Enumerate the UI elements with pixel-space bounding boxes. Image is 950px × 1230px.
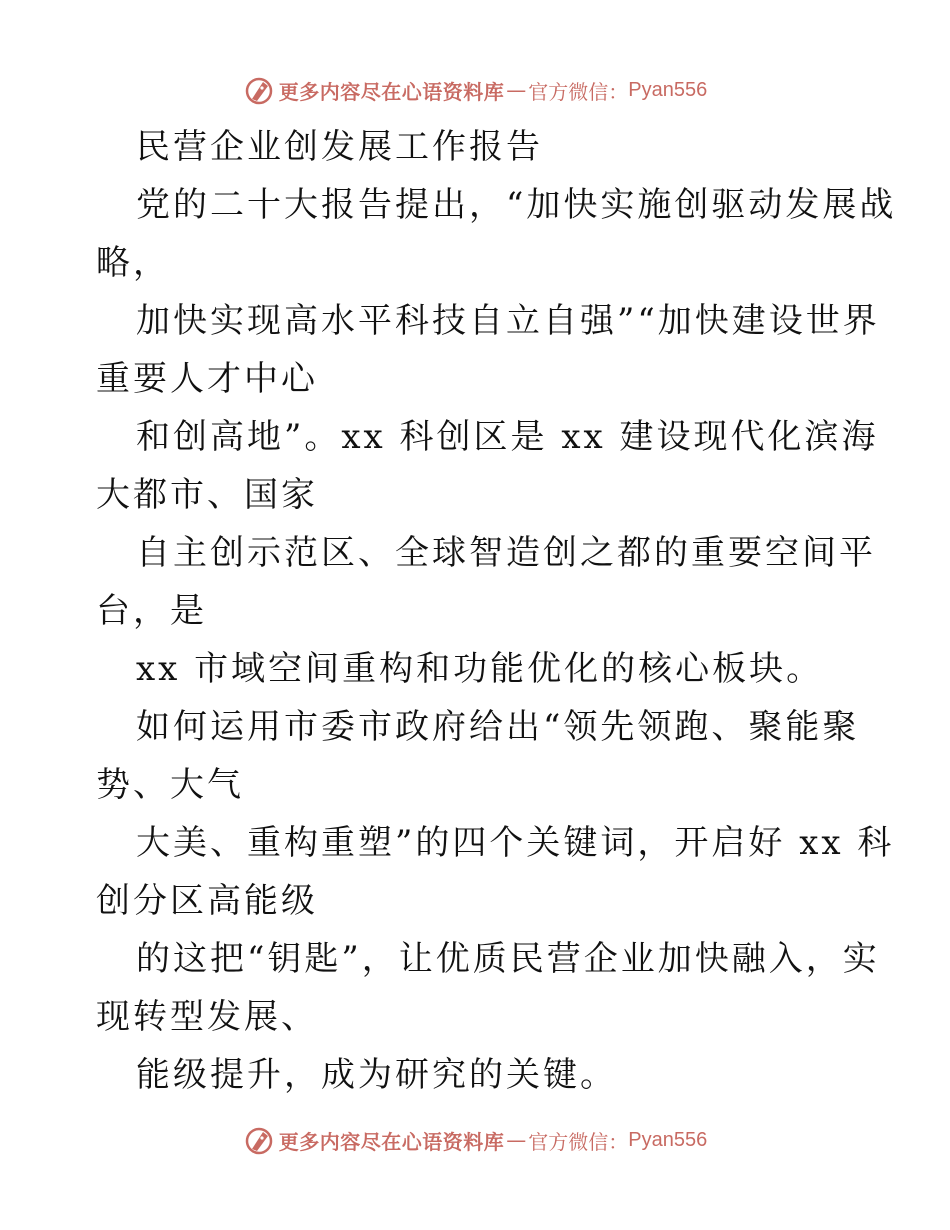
text-line: 党的二十大报告提出，“加快实施创驱动发展战 (136, 185, 897, 225)
header-watermark (0, 70, 950, 110)
text-line: 台，是 (96, 591, 207, 631)
text-line: xx 市域空间重构和功能优化的核心板块。 (136, 649, 824, 689)
text-line: 能级提升，成为研究的关键。 (136, 1055, 617, 1095)
text-line: 现转型发展、 (96, 997, 318, 1037)
text-line: 大都市、国家 (96, 475, 318, 515)
watermark-brand: 更多内容尽在心语资料库 (278, 1129, 505, 1154)
watermark-wechat-id: Pyan556 (628, 78, 708, 101)
document-body (96, 118, 897, 1104)
text-line: 大美、重构重塑”的四个关键词，开启好 xx 科 (136, 823, 895, 863)
text-line: 加快实现高水平科技自立自强”“加快建设世界 (136, 301, 880, 341)
text-line: 势、大气 (96, 765, 244, 805)
watermark-wechat-id: Pyan556 (628, 1128, 708, 1151)
watermark-separator: — (506, 1128, 527, 1152)
text-line: 略， (96, 243, 170, 283)
watermark-wechat-label: 官方微信： (528, 1129, 629, 1154)
text-line: 民营企业创发展工作报告 (136, 127, 543, 167)
watermark-separator: — (506, 78, 527, 102)
watermark-brand: 更多内容尽在心语资料库 (278, 79, 505, 104)
watermark-wechat-label: 官方微信： (528, 79, 629, 104)
text-line: 创分区高能级 (96, 881, 318, 921)
footer-watermark (0, 1120, 950, 1160)
pen-nib-circle-icon (243, 1124, 275, 1156)
text-line: 和创高地”。xx 科创区是 xx 建设现代化滨海 (136, 417, 879, 457)
text-line: 重要人才中心 (96, 359, 318, 399)
text-line: 如何运用市委市政府给出“领先领跑、聚能聚 (136, 707, 860, 747)
pen-nib-circle-icon (243, 74, 275, 106)
text-line: 的这把“钥匙”，让优质民营企业加快融入，实 (136, 939, 880, 979)
text-line: 自主创示范区、全球智造创之都的重要空间平 (136, 533, 876, 573)
